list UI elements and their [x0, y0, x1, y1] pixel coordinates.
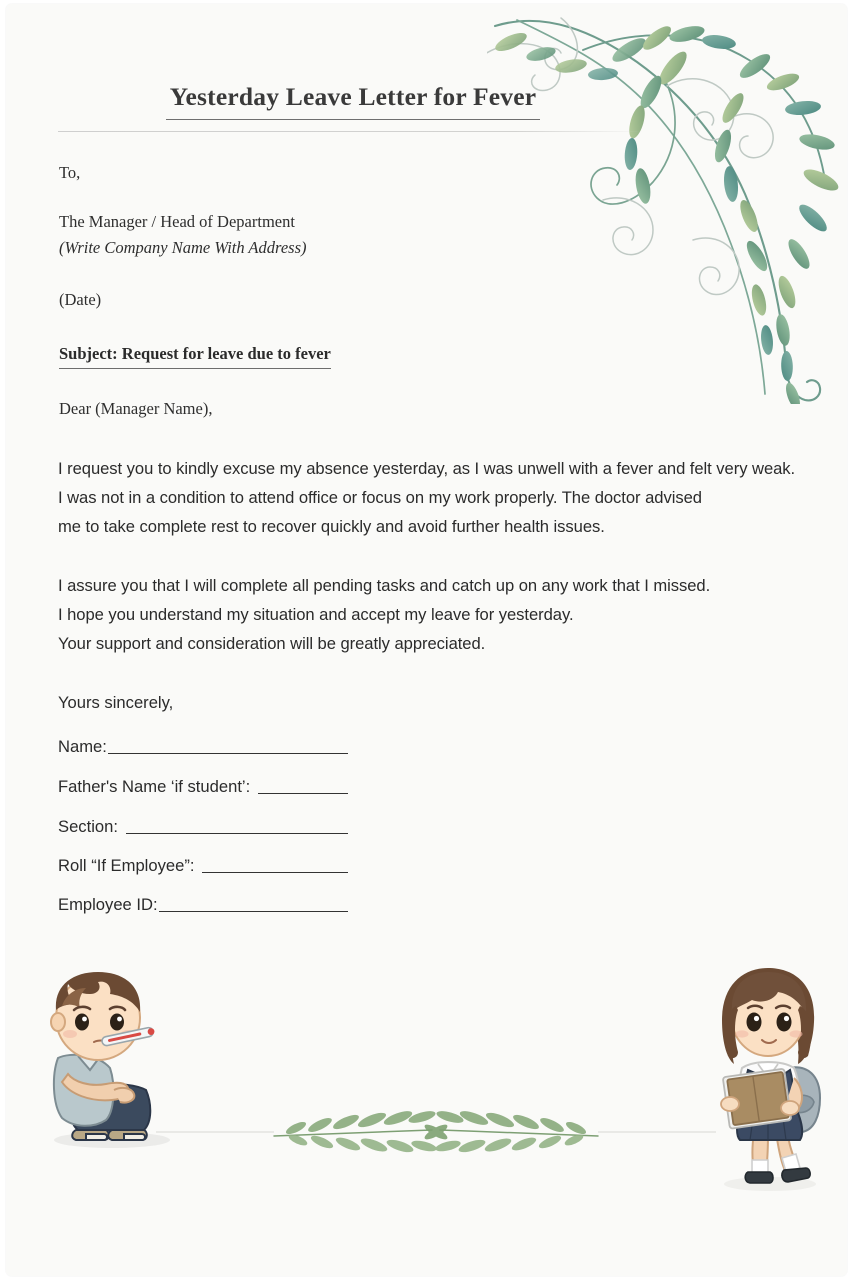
- address-date-placeholder: (Date): [59, 290, 102, 309]
- field-section-label: Section:: [58, 817, 118, 836]
- body-paragraph1-line1: I request you to kindly excuse my absence yesterday, as I was unwell with a fever and felt very weak.: [58, 459, 796, 478]
- letter-content: [6, 4, 847, 1276]
- field-name-input[interactable]: [108, 753, 348, 754]
- field-section[interactable]: [58, 818, 348, 836]
- field-name[interactable]: [58, 738, 348, 756]
- address-to: To,: [59, 163, 81, 182]
- page-title: [58, 82, 648, 120]
- field-roll-input[interactable]: [202, 872, 348, 873]
- field-fathers-name-input[interactable]: [258, 793, 348, 794]
- paper-sheet: [6, 4, 847, 1276]
- closing-signoff: Yours sincerely,: [58, 693, 174, 712]
- body-paragraph1-line3: me to take complete rest to recover quickly and avoid further health issues.: [58, 517, 605, 536]
- body-paragraph1-line2: I was not in a condition to attend office or focus on my work properly. The doctor advised: [58, 488, 702, 507]
- body-paragraph2-line2: I hope you understand my situation and accept my leave for yesterday.: [58, 605, 574, 624]
- salutation-text: Dear (Manager Name),: [59, 399, 213, 418]
- field-employee-id-input[interactable]: [159, 911, 348, 912]
- title-divider-rule: [58, 131, 644, 132]
- page-title-text: Yesterday Leave Letter for Fever: [166, 82, 541, 120]
- field-roll[interactable]: [58, 857, 348, 875]
- field-fathers-name-label: Father's Name ‘if student’:: [58, 777, 251, 796]
- body-paragraph2-line3: Your support and consideration will be greatly appreciated.: [58, 634, 486, 653]
- field-name-label: Name:: [58, 737, 107, 756]
- field-employee-id-label: Employee ID:: [58, 895, 158, 914]
- field-fathers-name[interactable]: [58, 778, 348, 796]
- body-paragraph2-line1: I assure you that I will complete all pending tasks and catch up on any work that I missed.: [58, 576, 711, 595]
- salutation: [59, 399, 212, 419]
- subject-line: Subject: Request for leave due to fever: [59, 344, 331, 369]
- address-recipient: The Manager / Head of Department: [59, 212, 295, 231]
- field-section-input[interactable]: [126, 833, 348, 834]
- field-employee-id[interactable]: [58, 896, 348, 914]
- field-roll-label: Roll “If Employee”:: [58, 856, 195, 875]
- address-company-placeholder: (Write Company Name With Address): [59, 238, 307, 257]
